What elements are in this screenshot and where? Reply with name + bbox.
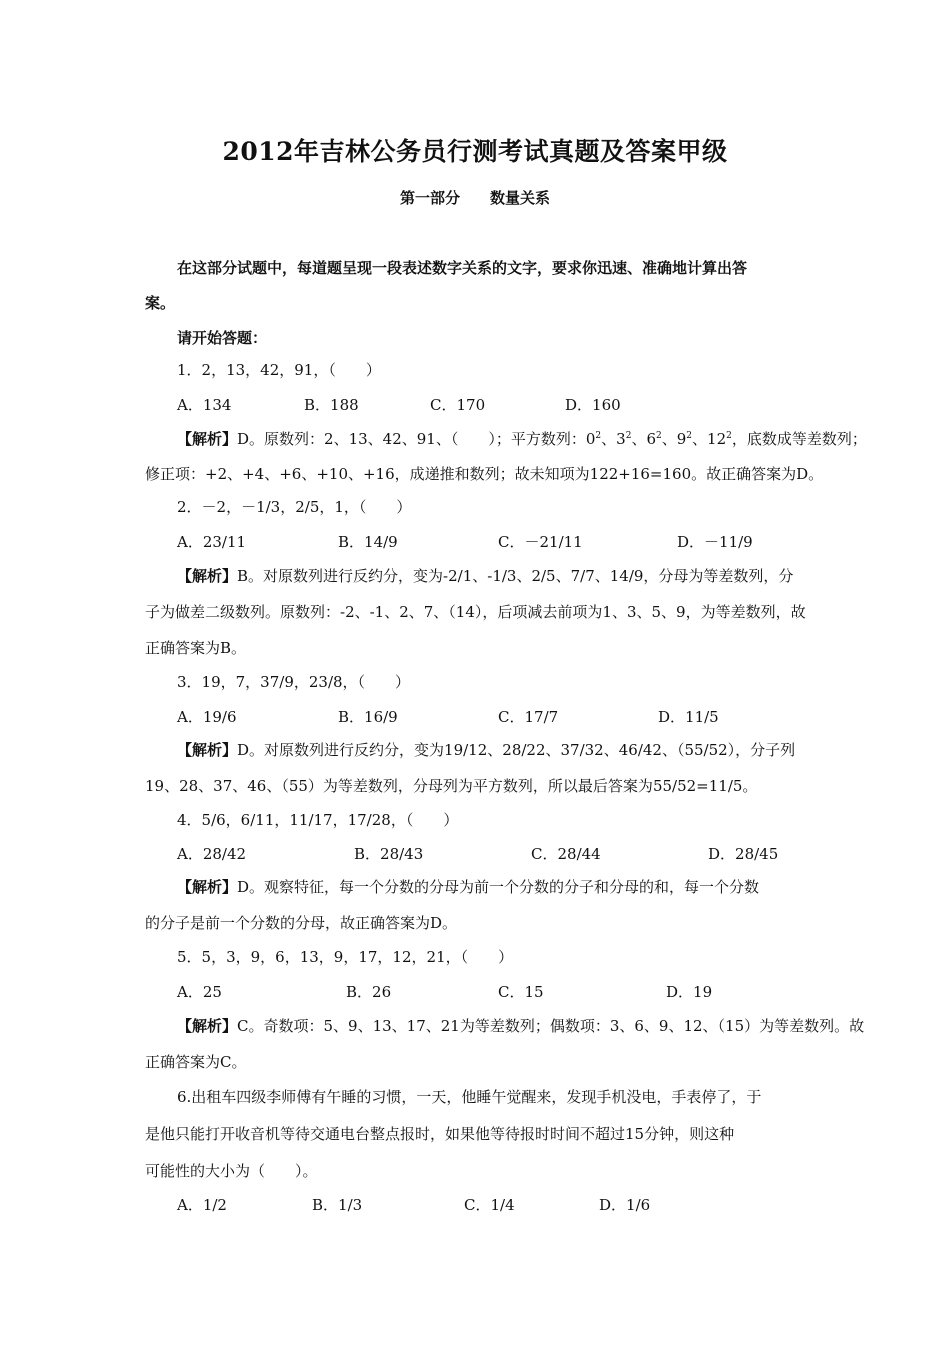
question-4-option-b: B．28/43 <box>354 845 424 863</box>
question-5-option-c: C．15 <box>498 983 544 1001</box>
question-1-analysis-line-2: 修正项：+2、+4、+6、+10、+16，成递推和数列；故未知项为122+16=160。故正确答案为D。 <box>145 465 824 483</box>
question-2-option-b: B．14/9 <box>338 533 398 551</box>
question-2-analysis-line-3: 正确答案为B。 <box>145 639 247 657</box>
question-5-option-d: D．19 <box>666 983 713 1001</box>
question-4-option-d: D．28/45 <box>708 845 779 863</box>
question-3-option-a: A．19/6 <box>177 708 237 726</box>
question-4-option-c: C．28/44 <box>531 845 601 863</box>
question-4-analysis-line-2: 的分子是前一个分数的分母，故正确答案为D。 <box>145 914 458 932</box>
question-3-analysis-line-2: 19、28、37、46、（55）为等差数列，分母列为平方数列，所以最后答案为55/52=11/5。 <box>145 777 758 795</box>
question-2-option-c: C．－21/11 <box>498 533 583 551</box>
question-5-stem: 5．5，3，9，6，13，9，17，12，21，（ ） <box>177 948 514 966</box>
question-4-analysis-line-1: 【解析】D。观察特征，每一个分数的分母为前一个分数的分子和分母的和，每一个分数 <box>177 878 760 896</box>
question-6-option-c: C．1/4 <box>464 1196 515 1214</box>
section-heading <box>0 187 950 208</box>
question-3-option-b: B．16/9 <box>338 708 398 726</box>
document-title: 2012年吉林公务员行测考试真题及答案甲级 <box>222 137 728 166</box>
question-2-option-d: D．－11/9 <box>677 533 753 551</box>
question-1-analysis-line-1: 【解析】D。原数列：2、13、42、91、（ ）；平方数列：$0^2$、$3^2$、$6^2$、$9^2$、$12^2$，底数成等差数列； <box>177 430 867 448</box>
question-6-option-d: D．1/6 <box>599 1196 651 1214</box>
question-2-analysis-line-2: 子为做差二级数列。原数列：-2、-1、2、7、（14），后项减去前项为1、3、5、9，为等差数列，故 <box>145 603 806 621</box>
question-6-option-a: A．1/2 <box>177 1196 227 1214</box>
question-6-stem-line-3: 可能性的大小为（ ）。 <box>145 1162 318 1180</box>
question-5-analysis-line-2: 正确答案为C。 <box>145 1053 247 1071</box>
analysis-label: 【解析】 <box>177 430 238 448</box>
analysis-label: 【解析】 <box>177 878 238 896</box>
analysis-label: 【解析】 <box>177 1017 238 1035</box>
question-3-option-c: C．17/7 <box>498 708 559 726</box>
analysis-label: 【解析】 <box>177 741 238 759</box>
question-4-stem: 4．5/6，6/11，11/17，17/28，（ ） <box>177 811 459 829</box>
question-1-option-d: D．160 <box>565 396 621 414</box>
section-name: 数量关系 <box>490 189 551 207</box>
question-5-option-b: B．26 <box>346 983 392 1001</box>
question-1-option-c: C．170 <box>430 396 486 414</box>
question-1-option-b: B．188 <box>304 396 359 414</box>
analysis-label: 【解析】 <box>177 567 238 585</box>
question-1-option-a: A．134 <box>177 396 232 414</box>
start-instruction: 请开始答题： <box>177 329 268 347</box>
question-6-option-b: B．1/3 <box>312 1196 363 1214</box>
section-part: 第一部分 <box>399 189 460 207</box>
question-5-analysis-line-1: 【解析】C。奇数项：5、9、13、17、21为等差数列；偶数项：3、6、9、12、（15）为等差数列。故 <box>177 1017 865 1035</box>
intro-text-line-1: 在这部分试题中，每道题呈现一段表述数字关系的文字，要求你迅速、准确地计算出答 <box>177 259 748 277</box>
question-2-stem: 2．－2，－1/3，2/5，1，（ ） <box>177 498 412 516</box>
question-3-analysis-line-1: 【解析】D。对原数列进行反约分，变为19/12、28/22、37/32、46/42、（55/52），分子列 <box>177 741 796 759</box>
question-3-option-d: D．11/5 <box>658 708 719 726</box>
intro-text-line-2: 案。 <box>145 294 176 312</box>
question-1-stem: 1．2，13，42，91，（ ） <box>177 361 381 379</box>
question-2-analysis-line-1: 【解析】B。对原数列进行反约分，变为-2/1、-1/3、2/5、7/7、14/9，分母为等差数列，分 <box>177 567 794 585</box>
question-6-stem-line-2: 是他只能打开收音机等待交通电台整点报时，如果他等待报时时间不超过15分钟，则这种 <box>145 1125 735 1143</box>
question-6-stem-line-1: 6.出租车四级李师傅有午睡的习惯，一天，他睡午觉醒来，发现手机没电，手表停了，于 <box>177 1088 762 1106</box>
question-2-option-a: A．23/11 <box>177 533 247 551</box>
question-4-option-a: A．28/42 <box>177 845 247 863</box>
question-5-option-a: A．25 <box>177 983 222 1001</box>
question-3-stem: 3．19，7，37/9，23/8，（ ） <box>177 673 411 691</box>
